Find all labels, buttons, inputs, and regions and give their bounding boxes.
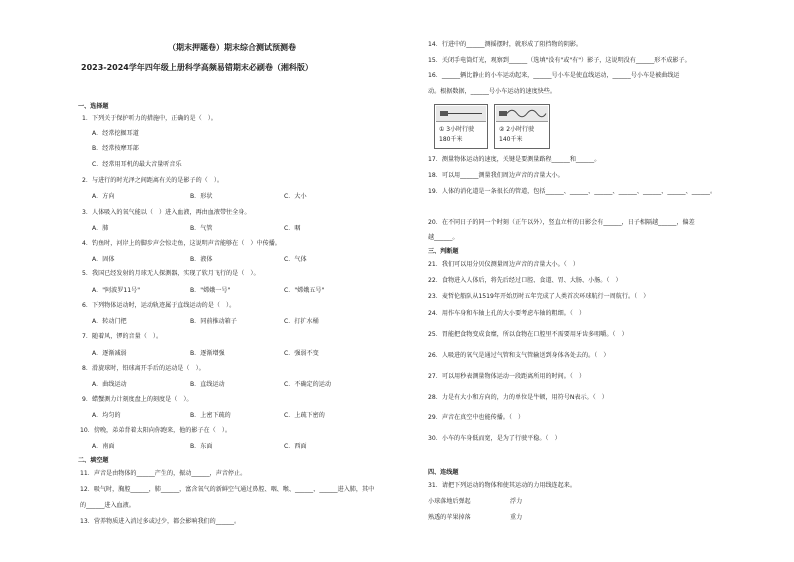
- straight-track-icon: [436, 106, 486, 121]
- question-8: 8．滑旋球时，铅球离开手后的运动是（ ）。: [82, 365, 205, 372]
- q3-option-b: B．气管: [190, 225, 213, 232]
- section-multiple-choice: 一、选择题: [78, 103, 109, 110]
- section-true-false: 三、判断题: [428, 248, 459, 255]
- match-right-1: 浮力: [510, 498, 523, 505]
- q8-option-a: A．曲线运动: [92, 381, 127, 388]
- car-2-distance: 140千米: [499, 136, 523, 143]
- question-20-line2: 越______。: [428, 234, 459, 241]
- car-2-label: ② 2小时行驶: [499, 126, 535, 133]
- question-5: 5．我国已经发射的月球无人探测器，实现了软月飞行的是（ ）。: [82, 270, 260, 277]
- question-16-line1: 16．______辆比静止的小车运动起来，______号小车是使直线运动，______号小车是被曲线运: [428, 72, 680, 79]
- question-28: 28．力是有大小和方向的，力的单位是牛顿，用符号N表示。（ ）: [428, 394, 608, 401]
- q3-option-a: A．肺: [92, 225, 109, 232]
- question-7: 7．随着风，锣的音量（ ）。: [82, 333, 163, 340]
- question-11: 11．声音是由物体的______产生的，振动______，声音停止。: [80, 470, 247, 477]
- car-1-distance: 180千米: [439, 136, 463, 143]
- q1-option-b: B．经常按摩耳部: [92, 145, 139, 152]
- question-10: 10．傍晚，弟弟背着太阳向你跑来，他的影子在（ ）。: [80, 427, 231, 434]
- q5-option-a: A．"阿波罗11号": [92, 287, 140, 294]
- question-2: 2．与进行的时光泽之间距离有关的是影子的（ ）。: [82, 177, 223, 184]
- section-matching: 四、连线题: [428, 469, 459, 476]
- q2-option-a: A．方向: [92, 193, 115, 200]
- question-29: 29．声音在真空中也能传播。（ ）: [428, 414, 525, 421]
- curved-track-icon: [496, 106, 548, 121]
- question-3: 3．人体吸入的氧气能以（ ）进入血液，再由血液带往全身。: [82, 209, 251, 216]
- car-1-label: ① 3小时行驶: [439, 126, 475, 133]
- question-4: 4．钓鱼时，河岸上的脚步声会惊走鱼，这说明声音能够在（ ）中传播。: [82, 240, 281, 247]
- q7-option-b: B．逐渐增强: [190, 350, 225, 357]
- q1-option-a: A．经常挖掘耳道: [92, 130, 139, 137]
- q9-option-c: C．上疏下密的: [284, 412, 325, 419]
- exam-subtitle: 2023-2024学年四年级上册科学高频易错期末必刷卷（湘科版）: [81, 63, 313, 72]
- q7-option-a: A．逐渐减弱: [92, 350, 127, 357]
- question-12-line2: 的______进入血液。: [80, 502, 135, 509]
- q2-option-c: C．大小: [284, 193, 307, 200]
- q10-option-b: B．东面: [190, 443, 213, 450]
- question-15: 15．关闭手电筒灯光，观察到______（选填"没有"或"有"）影子，这说明没有______形不成影子。: [428, 57, 691, 64]
- q8-option-b: B．直线运动: [190, 381, 225, 388]
- match-left-2: 熟透的苹果掉落: [428, 514, 471, 521]
- question-1: 1．下列关于保护听力的措施中，正确的是（ ）。: [82, 115, 217, 122]
- car-1-figure: [434, 104, 488, 149]
- question-17: 17．测量物体运动的速度，关键是要测量路程______和______。: [428, 156, 601, 163]
- question-12-line1: 12．吸气时，胸腔______，肺______，富含氧气的新鲜空气通过鼻腔、咽、喉、______、______进入肺，其中: [80, 486, 375, 493]
- question-24: 24．用作车身和车轴上孔的大小要考虑车轴的粗细。（ ）: [428, 310, 586, 317]
- question-13: 13．营养物质进入消过多或过少，都会影响我们的______。: [80, 518, 241, 525]
- question-22: 22．食物进入人体后，将先后经过口腔、食道、胃、大肠、小肠。（ ）: [428, 277, 622, 284]
- q8-option-c: C．不确定的运动: [284, 381, 331, 388]
- question-19: 19．人体的消化道是一条很长的管道，包括______、______、______、______、______、______、______。: [428, 188, 717, 195]
- q9-option-a: A．均匀的: [92, 412, 121, 419]
- q4-option-a: A．固体: [92, 256, 115, 263]
- question-23: 23．麦哲伦船队从1519年开始历时五年完成了人类首次环球航行一周航行。（ ）: [428, 293, 650, 300]
- q9-option-b: B．上密下疏的: [190, 412, 231, 419]
- q7-option-c: C．强弱不变: [284, 350, 319, 357]
- q6-option-a: A．转动门把: [92, 318, 127, 325]
- question-21: 21．我们可以用分贝仪测量周边声音的音量大小。（ ）: [428, 261, 579, 268]
- question-25: 25．胃能把食物变成食糜，所以食物在口腔里不需要用牙齿多咀嚼。（ ）: [428, 331, 628, 338]
- question-18: 18．可以用______测量我们周边声音的音量大小。: [428, 172, 564, 179]
- q1-option-c: C．经常用耳机的最大音量听音乐: [92, 161, 182, 168]
- question-6: 6．下列物体运动时，运动轨迹属于直线运动的是（ ）。: [82, 302, 236, 309]
- car-2-figure: [494, 104, 550, 149]
- question-31: 31．请把下列运动的物体和使其运动的力用线连起来。: [428, 482, 576, 489]
- question-16-line2: 动。根据数据，______号小车运动的速度快些。: [428, 88, 556, 95]
- match-right-2: 重力: [510, 514, 523, 521]
- q10-option-a: A．南面: [92, 443, 115, 450]
- question-26: 26．人吸进的氧气是通过气管和支气管输送到身体各处去的。（ ）: [428, 352, 610, 359]
- question-27: 27．可以用秒表测量物体运动一段距离所用的时间。（ ）: [428, 373, 586, 380]
- question-14: 14．行进中的______测摇摆时，就形成了阻挡物的阴影。: [428, 41, 583, 48]
- q5-option-c: C．"嫦娥五号": [284, 287, 325, 294]
- match-left-1: 小球落地后弹起: [428, 498, 471, 505]
- section-fill-blank: 二、填空题: [78, 457, 109, 464]
- exam-title: （期末押题卷）期末综合测试预测卷: [168, 43, 296, 52]
- car-1-track-image: [436, 106, 486, 122]
- question-20-line1: 20．在不同日子的同一个时刻（正午以外），竖直立杆的日影会有______，日子相隔越______，偏差: [428, 219, 695, 226]
- q6-option-b: B．同前推动箱子: [190, 318, 237, 325]
- q5-option-b: B．"嫦娥一号": [190, 287, 231, 294]
- q3-option-c: C．咽: [284, 225, 301, 232]
- q4-option-c: C．气体: [284, 256, 307, 263]
- q6-option-c: C．打扩水桶: [284, 318, 319, 325]
- q10-option-c: C．西面: [284, 443, 307, 450]
- q4-option-b: B．液体: [190, 256, 213, 263]
- car-2-track-image: [496, 106, 548, 122]
- question-30: 30．小车的车身低而宽，是为了行驶平稳。（ ）: [428, 435, 561, 442]
- q2-option-b: B．形状: [190, 193, 213, 200]
- question-9: 9．蜡蟹测力计刻度盘上的刻度是（ ）。: [82, 396, 193, 403]
